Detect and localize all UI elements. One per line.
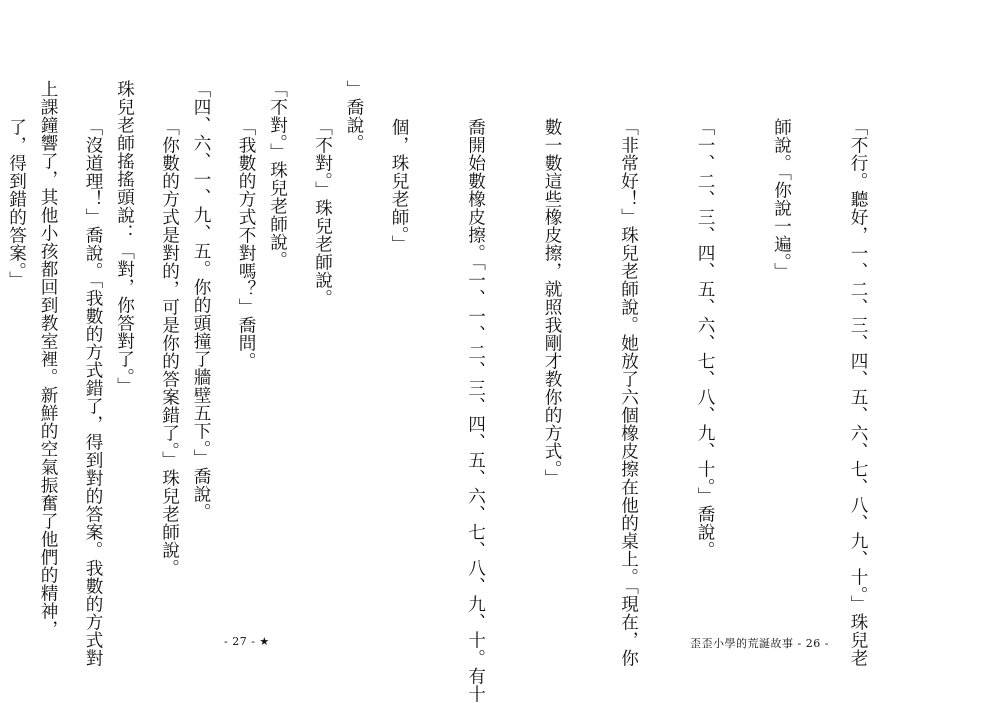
text-column: 珠兒老師搖搖頭說：「對，你答對了。」 (114, 80, 135, 396)
text-column: 喬開始數橡皮擦。「一、一、二、三、四、五、六、七、八、九、十。有十 (465, 118, 486, 703)
page-number-left: - 27 - ★ (224, 635, 270, 648)
text-column: 「非常好！」珠兒老師說。她放了六個橡皮擦在他的桌上。「現在，你 (618, 118, 639, 668)
text-column: 「不行。聽好，一、二、三、四、五、六、七、八、九、十。」珠兒老 (848, 118, 868, 668)
text-column: 個，珠兒老師。」 (389, 118, 409, 254)
text-column: 「不對。」珠兒老師說。 (267, 80, 288, 270)
text-column: 「我數的方式不對嗎？」喬問。 (236, 118, 256, 370)
text-column: 數一數這些橡皮擦，就照我剛才教你的方式。」 (542, 118, 562, 488)
text-column: 「沒道理！」喬說。「我數的方式錯了，得到對的答案。我數的方式對 (83, 118, 103, 668)
text-column: 師說。「你說一遍。」 (771, 118, 792, 281)
page-number-right: 歪歪小學的荒誕故事 - 26 - (690, 637, 829, 650)
text-column: 「不對。」珠兒老師說。 (312, 118, 333, 308)
text-column: 上課鐘響了，其他小孩都回到教室裡。新鮮的空氣振奮了他們的精神， (38, 80, 58, 638)
text-column: 「四、六、一、九、五。你的頭撞了牆壁五下。」喬說。 (191, 80, 211, 522)
text-column: 「你數的方式是對的，可是你的答案錯了。」珠兒老師說。 (159, 118, 180, 578)
text-column: 「一、二、三、四、五、六、七、八、九、十。」喬說。 (695, 118, 715, 560)
text-column: 」喬說。 (344, 80, 364, 152)
text-column: 了，得到錯的答案。」 (6, 118, 27, 290)
